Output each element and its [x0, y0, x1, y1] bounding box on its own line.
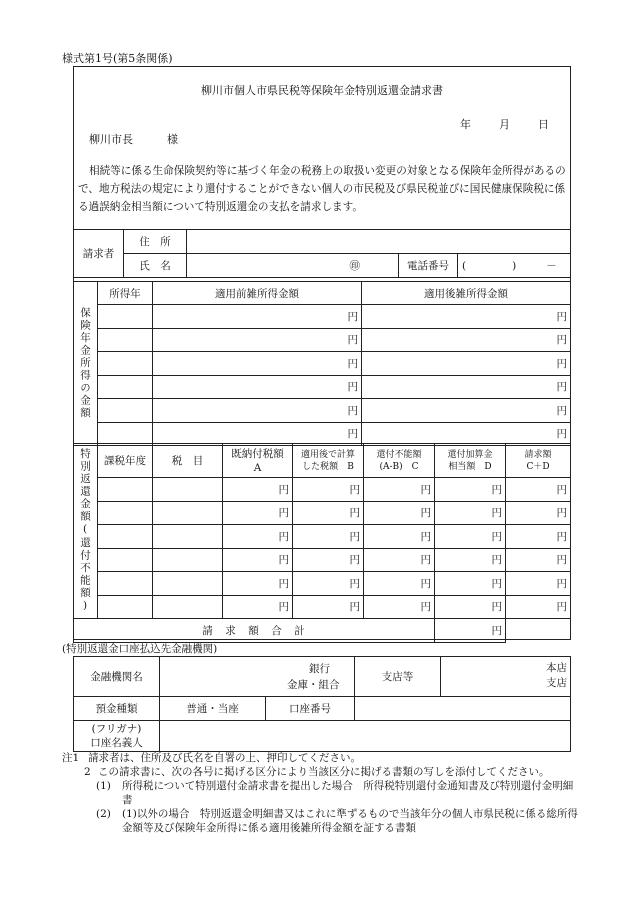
before-amount[interactable]: 円 — [153, 328, 362, 352]
unrefund-amount[interactable]: 円 — [364, 525, 435, 549]
deposit-type-value[interactable]: 普通・当座 — [160, 697, 266, 721]
branch-field[interactable] — [441, 657, 571, 697]
col-addition-line2 — [435, 461, 505, 473]
date-line — [460, 116, 549, 132]
phone-open: ( — [462, 260, 467, 272]
unrefund-amount[interactable]: 円 — [364, 478, 435, 502]
table-row — [74, 595, 571, 619]
addition-amount[interactable]: 円 — [435, 478, 506, 502]
after-amount[interactable]: 円 — [362, 352, 571, 376]
income-year-cell[interactable] — [98, 422, 153, 446]
note-2 — [62, 766, 582, 780]
phone-label: 電話番号 — [399, 254, 458, 278]
account-no-label: 口座番号 — [266, 697, 355, 721]
col-addition — [435, 444, 506, 478]
table-row — [74, 501, 571, 525]
account-no-field[interactable] — [355, 697, 571, 721]
table-row — [74, 422, 571, 446]
table-row — [74, 352, 571, 376]
tax-item-cell[interactable] — [153, 525, 223, 549]
income-year-cell[interactable] — [98, 305, 153, 329]
tax-item-cell[interactable] — [153, 595, 223, 619]
after-amount[interactable]: 円 — [362, 305, 571, 329]
holder-field[interactable] — [160, 721, 571, 752]
paid-amount[interactable]: 円 — [223, 478, 293, 502]
note-2-2-text: (1)以外の場合 特別返還金明細書又はこれに準ずるもので当該年分の個人市県民税に係る総所得金額等及び保険年金所得に係る適用後雑所得金額を証する書類 — [122, 808, 578, 834]
refund-side-label: 特別返還金額(還付不能額) — [79, 448, 91, 614]
tax-year-cell[interactable] — [98, 595, 153, 619]
tax-year-cell[interactable] — [98, 501, 153, 525]
income-year-cell[interactable] — [98, 399, 153, 423]
name-label: 氏 名 — [124, 254, 187, 278]
col-unrefund-sub: (A-B) C — [379, 461, 419, 472]
col-unrefund-label: 還付不能額 — [376, 449, 422, 460]
institution-field[interactable] — [160, 657, 355, 697]
col-after: 適用後雑所得金額 — [362, 282, 571, 305]
recalc-amount[interactable]: 円 — [293, 501, 364, 525]
addition-amount[interactable]: 円 — [435, 501, 506, 525]
holder-label: 口座名義人 — [90, 737, 143, 749]
note-2-1 — [62, 780, 582, 807]
name-field[interactable] — [187, 254, 399, 278]
recalc-amount[interactable]: 円 — [293, 548, 364, 572]
addressee-city: 柳川市長 — [89, 133, 133, 146]
furigana-label: (フリガナ) — [91, 723, 142, 735]
total-label: 請 求 額 合 計 — [74, 619, 435, 643]
note-2-2-head: (2) — [96, 808, 111, 820]
tax-year-cell[interactable] — [98, 478, 153, 502]
bank-table — [73, 656, 571, 752]
income-table — [73, 281, 571, 446]
tax-item-cell[interactable] — [153, 501, 223, 525]
note-1 — [62, 752, 582, 766]
col-tax-item: 税 目 — [153, 444, 223, 478]
paid-amount[interactable]: 円 — [223, 572, 293, 596]
addition-amount[interactable]: 円 — [435, 548, 506, 572]
addressee — [89, 131, 178, 147]
refund-table — [73, 443, 571, 643]
paid-amount[interactable]: 円 — [223, 595, 293, 619]
table-row — [74, 525, 571, 549]
paid-amount[interactable]: 円 — [223, 548, 293, 572]
tax-item-cell[interactable] — [153, 478, 223, 502]
unrefund-amount[interactable]: 円 — [364, 595, 435, 619]
unrefund-amount[interactable]: 円 — [364, 548, 435, 572]
branch-label: 支店等 — [355, 657, 441, 697]
claim-amount[interactable]: 円 — [506, 572, 571, 596]
recalc-amount[interactable]: 円 — [293, 572, 364, 596]
col-paid-label: 既納付税額 — [231, 447, 284, 460]
claim-amount[interactable]: 円 — [506, 548, 571, 572]
table-row — [74, 478, 571, 502]
date-year: 年 — [460, 118, 471, 131]
income-side-label-cell — [74, 282, 98, 446]
claim-amount[interactable]: 円 — [506, 501, 571, 525]
after-amount[interactable]: 円 — [362, 375, 571, 399]
col-claim-sub: C＋D — [526, 461, 550, 472]
table-row — [74, 399, 571, 423]
col-recalc-line2 — [293, 461, 363, 473]
addressee-honorific: 様 — [167, 133, 178, 146]
address-label: 住 所 — [124, 230, 187, 254]
paid-amount[interactable]: 円 — [223, 501, 293, 525]
tax-year-cell[interactable] — [98, 572, 153, 596]
bank-section-title: (特別返還金口座払込先金融機関) — [62, 643, 218, 655]
tax-item-cell[interactable] — [153, 572, 223, 596]
col-recalc-label2: した税額 — [302, 461, 339, 472]
note-1-head: 注1 — [62, 752, 80, 764]
holder-label-cell — [74, 721, 160, 752]
before-amount[interactable]: 円 — [153, 305, 362, 329]
phone-field[interactable] — [458, 254, 571, 278]
note-2-1-head: (1) — [96, 780, 111, 792]
before-amount[interactable]: 円 — [153, 399, 362, 423]
tax-item-cell[interactable] — [153, 548, 223, 572]
col-recalc-sub: B — [347, 461, 354, 472]
col-recalc-label: 適用後で計算 — [300, 449, 355, 460]
note-2-head: 2 — [84, 765, 91, 778]
income-year-cell[interactable] — [98, 375, 153, 399]
income-year-cell[interactable] — [98, 328, 153, 352]
col-unrefund — [364, 444, 435, 478]
table-row — [74, 305, 571, 329]
after-amount[interactable]: 円 — [362, 422, 571, 446]
table-row — [74, 572, 571, 596]
col-tax-year: 課税年度 — [98, 444, 153, 478]
col-paid-sub: A — [253, 461, 262, 474]
col-recalc — [293, 444, 364, 478]
institution-label: 金融機関名 — [74, 657, 160, 697]
form-code: 様式第1号(第5条関係) — [62, 52, 173, 65]
recalc-amount[interactable]: 円 — [293, 478, 364, 502]
col-paid — [223, 444, 293, 478]
claimant-label: 請求者 — [74, 230, 124, 278]
col-before: 適用前雑所得金額 — [153, 282, 362, 305]
note-2-1-text: 所得税について特別還付金請求書を提出した場合 所得税特別還付金通知書及び特別還付金明細書 — [122, 780, 574, 806]
addition-amount[interactable]: 円 — [435, 595, 506, 619]
unrefund-amount[interactable]: 円 — [364, 501, 435, 525]
income-year-cell[interactable] — [98, 352, 153, 376]
branch-type-1: 本店 — [546, 662, 567, 674]
date-day: 日 — [538, 118, 549, 131]
unrefund-amount[interactable]: 円 — [364, 572, 435, 596]
claim-amount[interactable]: 円 — [506, 525, 571, 549]
recalc-amount[interactable]: 円 — [293, 525, 364, 549]
claimant-table — [73, 229, 571, 278]
after-amount[interactable]: 円 — [362, 399, 571, 423]
claim-amount[interactable]: 円 — [506, 478, 571, 502]
col-claim-label: 請求額 — [524, 449, 552, 460]
claim-amount[interactable]: 円 — [506, 595, 571, 619]
before-amount[interactable]: 円 — [153, 422, 362, 446]
col-addition-label2: 相当額 — [448, 461, 476, 472]
note-2-text: この請求書に、次の各号に掲げる区分により当該区分に掲げる書類の写しを添付してください。 — [98, 765, 550, 778]
before-amount[interactable]: 円 — [153, 375, 362, 399]
note-2-2 — [62, 808, 582, 835]
address-field[interactable] — [187, 230, 571, 254]
phone-dash: － — [546, 260, 557, 272]
table-row — [74, 328, 571, 352]
tax-year-cell[interactable] — [98, 548, 153, 572]
after-amount[interactable]: 円 — [362, 328, 571, 352]
col-income-year: 所得年 — [98, 282, 153, 305]
total-amount[interactable]: 円 — [435, 619, 506, 643]
addition-amount[interactable]: 円 — [435, 525, 506, 549]
form-title: 柳川市個人市県民税等保険年金特別返還金請求書 — [201, 84, 443, 97]
branch-type-2: 支店 — [546, 677, 567, 689]
income-side-label: 保険年金所得の金額 — [79, 307, 91, 420]
bank-type-1: 銀行 — [309, 663, 330, 675]
date-month: 月 — [499, 118, 510, 131]
recalc-amount[interactable]: 円 — [293, 595, 364, 619]
total-row — [74, 619, 571, 643]
notes — [62, 752, 582, 835]
paid-amount[interactable]: 円 — [223, 525, 293, 549]
before-amount[interactable]: 円 — [153, 352, 362, 376]
col-claim — [506, 444, 571, 478]
bank-type-2: 金庫・組合 — [287, 679, 340, 691]
seal-mark: ㊞ — [349, 260, 360, 272]
table-row — [74, 375, 571, 399]
phone-close: ) — [512, 260, 517, 272]
addition-amount[interactable]: 円 — [435, 572, 506, 596]
note-1-text: 請求者は、住所及び氏名を自署の上、押印してください。 — [88, 752, 361, 764]
col-addition-label: 還付加算金 — [447, 449, 493, 460]
request-statement: 相続等に係る生命保険契約等に基づく年金の税務上の取扱い変更の対象となる保険年金所得があるので、地方税法の規定により還付することができない個人の市民税及び県民税並びに国民健康保険税に係る過誤納金相当額について特別返還金の支払を請求します。 — [78, 165, 566, 213]
col-addition-sub: D — [484, 461, 492, 472]
table-row — [74, 548, 571, 572]
tax-year-cell[interactable] — [98, 525, 153, 549]
deposit-type-label: 預金種類 — [74, 697, 160, 721]
refund-side-label-cell — [74, 444, 98, 619]
